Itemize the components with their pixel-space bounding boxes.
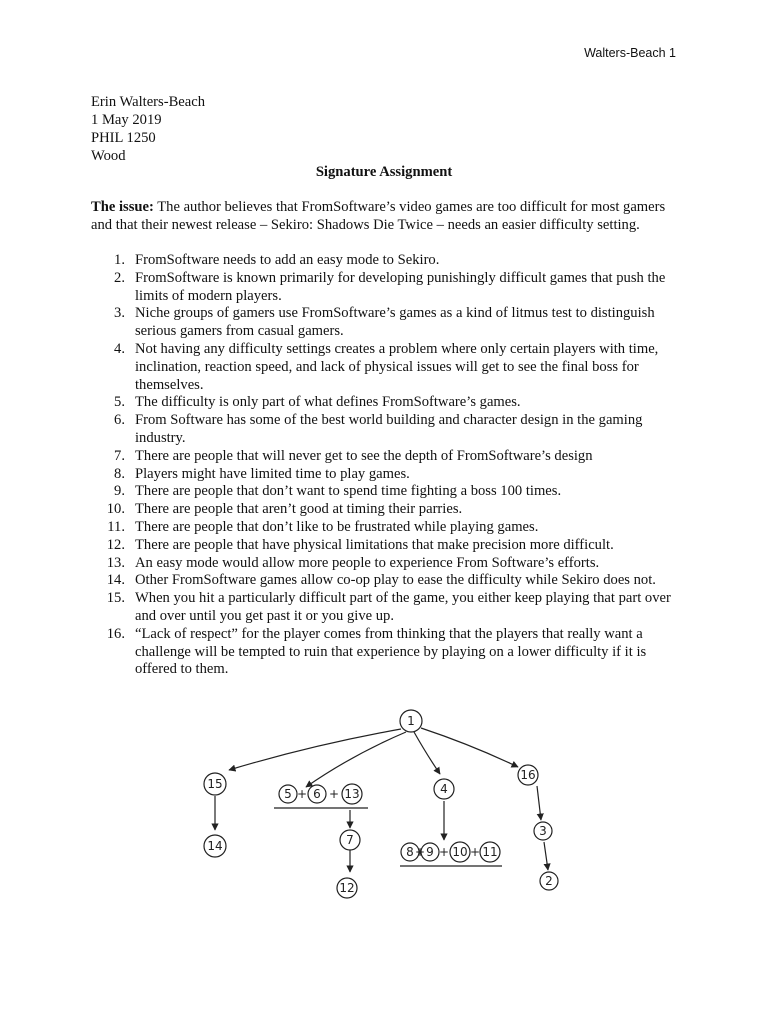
node-label-13: 13 — [344, 787, 360, 801]
instructor: Wood — [91, 148, 126, 164]
author-name: Erin Walters-Beach — [91, 94, 206, 110]
node-label-7: 7 — [346, 833, 354, 847]
plus-sign: + — [296, 787, 308, 801]
issue-label: The issue: — [91, 199, 154, 215]
list-item — [91, 537, 691, 555]
plus-sign: + — [438, 845, 450, 859]
item-number: 4. — [114, 340, 125, 357]
node-label-6: 6 — [313, 787, 321, 801]
argument-tree-diagram — [172, 700, 594, 920]
item-number: 2. — [114, 269, 125, 286]
node-label-16: 16 — [520, 768, 536, 782]
list-item — [91, 572, 691, 590]
item-text: From Software has some of the best world building and character design in the gaming industry. — [135, 412, 643, 446]
node-label-2: 2 — [545, 874, 553, 888]
node-label-15: 15 — [207, 777, 223, 791]
list-item — [91, 466, 691, 484]
item-number: 7. — [114, 447, 125, 464]
list-item — [91, 341, 691, 394]
date: 1 May 2019 — [91, 112, 162, 128]
arrow-root-to-4 — [414, 732, 440, 774]
plus-sign: + — [328, 787, 340, 801]
node-label-12: 12 — [339, 881, 355, 895]
item-text: “Lack of respect” for the player comes from thinking that the players that really want a challenge will be tempted to ruin that experience by playing on a lower difficulty if it is offered to them. — [135, 625, 647, 678]
item-text: When you hit a particularly difficult part of the game, you either keep playing that part over and over until you get past it or you give up. — [135, 590, 671, 624]
item-text: There are people that have physical limitations that make precision more difficult. — [135, 536, 614, 553]
list-item — [91, 412, 691, 448]
item-text: There are people that don’t want to spend time fighting a boss 100 times. — [135, 483, 562, 500]
node-label-14: 14 — [207, 839, 223, 853]
running-head: Walters-Beach 1 — [584, 46, 676, 60]
item-text: Not having any difficulty settings creates a problem where only certain players with time, inclination, reaction speed, and lack of physical issues will get to see the final boss for themselves. — [135, 340, 659, 393]
node-label-5: 5 — [284, 787, 292, 801]
node-label-8: 8 — [406, 845, 414, 859]
issue-paragraph — [91, 199, 671, 235]
list-item — [91, 519, 691, 537]
list-item — [91, 252, 691, 270]
list-item — [91, 626, 691, 679]
argument-tree-svg — [172, 700, 594, 920]
item-text: FromSoftware needs to add an easy mode to Sekiro. — [135, 252, 440, 268]
list-item — [91, 270, 691, 306]
premise-list — [91, 252, 691, 679]
arrow-root-to-group-a — [306, 732, 406, 787]
node-label-11: 11 — [482, 845, 498, 859]
item-number: 8. — [114, 465, 125, 482]
item-number: 12. — [106, 536, 125, 553]
item-number: 15. — [106, 590, 125, 607]
item-text: Niche groups of gamers use FromSoftware’s games as a kind of litmus test to distinguish serious gamers from casual gamers. — [135, 305, 655, 340]
list-item — [91, 501, 691, 519]
list-item — [91, 483, 691, 501]
list-item — [91, 590, 691, 626]
item-text: FromSoftware is known primarily for developing punishingly difficult games that push the limits of modern players. — [135, 269, 666, 304]
issue-text: The author believes that FromSoftware’s video games are too difficult for most gamers and that their newest release – Sekiro: Shadows Die Twice – needs an easier difficulty setting. — [91, 199, 666, 233]
arrow-3-to-2 — [544, 842, 548, 870]
node-label-4: 4 — [440, 782, 448, 796]
item-text: An easy mode would allow more people to experience From Software’s efforts. — [135, 554, 600, 571]
item-text: There are people that aren’t good at timing their parries. — [135, 501, 463, 518]
item-number: 13. — [106, 554, 125, 571]
list-item — [91, 448, 691, 466]
plus-sign: + — [469, 845, 481, 859]
course: PHIL 1250 — [91, 130, 156, 146]
item-text: Other FromSoftware games allow co-op play to ease the difficulty while Sekiro does not. — [135, 572, 656, 589]
document-title: Signature Assignment — [315, 164, 453, 180]
item-text: There are people that will never get to see the depth of FromSoftware’s design — [135, 447, 593, 464]
mla-heading — [91, 93, 205, 165]
list-item — [91, 394, 691, 412]
node-label-3: 3 — [539, 824, 547, 838]
item-number: 11. — [107, 518, 125, 535]
plus-sign: + — [414, 845, 426, 859]
item-number: 1. — [114, 252, 125, 268]
item-text: The difficulty is only part of what defines FromSoftware’s games. — [135, 394, 521, 411]
node-label-9: 9 — [426, 845, 434, 859]
arrow-root-to-15 — [229, 729, 401, 770]
item-text: Players might have limited time to play games. — [135, 465, 410, 482]
item-number: 6. — [114, 412, 125, 429]
item-number: 9. — [114, 483, 125, 500]
item-number: 16. — [106, 625, 125, 642]
list-item — [91, 555, 691, 573]
item-text: There are people that don’t like to be frustrated while playing games. — [135, 518, 539, 535]
item-number: 5. — [114, 394, 125, 411]
arrow-root-to-16 — [421, 728, 518, 767]
item-number: 14. — [106, 572, 125, 589]
list-item — [91, 305, 691, 341]
node-label-10: 10 — [452, 845, 468, 859]
item-number: 10. — [106, 501, 125, 518]
item-number: 3. — [114, 305, 125, 322]
arrow-16-to-3 — [537, 786, 541, 820]
node-label-root: 1 — [407, 714, 415, 728]
